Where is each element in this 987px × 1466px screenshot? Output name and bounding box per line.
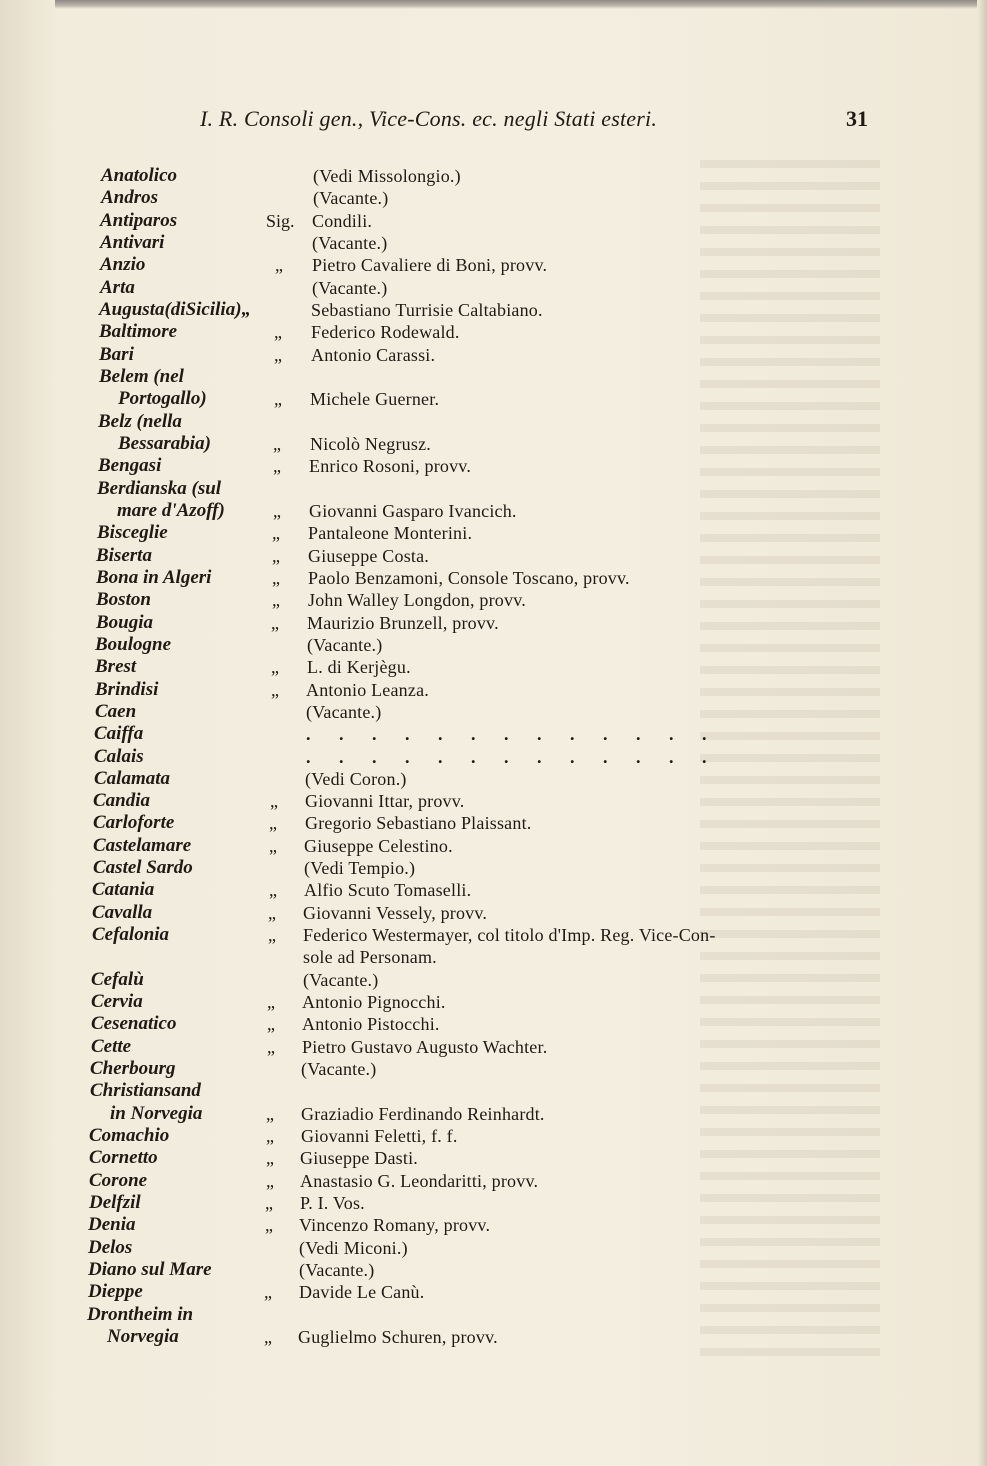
place-name: Calamata <box>94 768 171 789</box>
consul-name: Pietro Cavaliere di Boni, provv. <box>312 255 548 275</box>
ditto-mark: „ <box>264 1327 272 1347</box>
ditto-mark: „ <box>272 546 280 566</box>
place-name: Cavalla <box>92 902 153 923</box>
consul-name: (Vacante.) <box>307 635 383 655</box>
consul-name: Antonio Carassi. <box>311 345 436 365</box>
consul-name: sole ad Personam. <box>303 947 437 967</box>
place-name: Dieppe <box>88 1281 143 1302</box>
place-name: Bisceglie <box>97 522 168 543</box>
place-name: Cesenatico <box>91 1013 177 1034</box>
consul-name: Pietro Gustavo Augusto Wachter. <box>302 1037 548 1057</box>
place-name: Bengasi <box>98 455 162 476</box>
ditto-mark: „ <box>274 345 282 365</box>
place-name: Antiparos <box>100 210 178 231</box>
consul-name: Antonio Pignocchi. <box>302 992 446 1012</box>
consul-name: Antonio Leanza. <box>306 680 429 700</box>
consul-name: (Vedi Tempio.) <box>304 858 416 878</box>
consul-name: Nicolò Negrusz. <box>310 434 431 454</box>
place-name: Anzio <box>100 254 146 275</box>
place-name: Boulogne <box>95 634 172 655</box>
consul-name: Giovanni Gasparo Ivancich. <box>309 501 517 521</box>
place-name: Cervia <box>91 991 143 1012</box>
place-name: Cornetto <box>89 1147 158 1168</box>
ditto-mark: „ <box>268 925 276 945</box>
place-name: Belz (nella <box>98 411 182 432</box>
place-name: Boston <box>96 589 151 610</box>
ditto-mark: „ <box>274 389 282 409</box>
consul-name: Federico Rodewald. <box>311 322 460 342</box>
ditto-mark: „ <box>271 657 279 677</box>
place-name: Cefalonia <box>92 924 170 945</box>
place-name: Augusta(diSicilia)„ <box>99 299 252 320</box>
consul-name: Pantaleone Monterini. <box>308 523 473 543</box>
ditto-mark: „ <box>265 1215 273 1235</box>
consul-name: (Vedi Coron.) <box>305 769 407 789</box>
place-name: Brest <box>95 656 137 677</box>
place-name: Castel Sardo <box>93 857 193 878</box>
ditto-mark: „ <box>272 523 280 543</box>
place-name: Drontheim in <box>87 1304 194 1325</box>
place-name: Catania <box>92 879 155 900</box>
place-name: Bougia <box>96 612 154 633</box>
place-name: Bona in Algeri <box>96 567 212 588</box>
consul-name: Michele Guerner. <box>310 389 440 409</box>
place-name: Berdianska (sul <box>97 478 222 499</box>
ditto-mark: „ <box>266 1126 274 1146</box>
place-name: Diano sul Mare <box>88 1259 212 1280</box>
ditto-mark: „ <box>274 322 282 342</box>
ditto-mark: „ <box>269 836 277 856</box>
consul-name: Vincenzo Romany, provv. <box>299 1215 491 1235</box>
ditto-mark: „ <box>267 1014 275 1034</box>
page-number: 31 <box>846 106 868 131</box>
ditto-mark: „ <box>266 1148 274 1168</box>
place-name: Denia <box>88 1214 136 1235</box>
place-name: Antivari <box>100 232 165 253</box>
place-name: Arta <box>100 277 135 298</box>
consul-name: Maurizio Brunzell, provv. <box>307 613 499 633</box>
page-top-edge <box>55 0 987 9</box>
consul-name: Giovanni Ittar, provv. <box>305 791 465 811</box>
ditto-mark: „ <box>269 880 277 900</box>
consul-name: L. di Kerjègu. <box>307 657 411 677</box>
consul-name: Condili. <box>312 211 373 231</box>
consul-name: (Vacante.) <box>299 1260 375 1280</box>
ditto-mark: „ <box>273 434 281 454</box>
ditto-mark: „ <box>273 501 281 521</box>
running-header <box>200 106 870 140</box>
place-name: Caiffa <box>94 723 144 744</box>
ditto-mark: „ <box>271 613 279 633</box>
place-name: Andros <box>101 187 159 208</box>
consul-name: (Vacante.) <box>312 278 388 298</box>
place-name: Bari <box>99 344 134 365</box>
consul-name: Guglielmo Schuren, provv. <box>298 1327 498 1347</box>
consul-name: John Walley Longdon, provv. <box>308 590 526 610</box>
ditto-mark: „ <box>271 680 279 700</box>
consul-name: Paolo Benzamoni, Console Toscano, provv. <box>308 568 630 588</box>
consul-name: (Vacante.) <box>312 233 388 253</box>
show-through-text <box>700 160 880 1360</box>
place-name: Biserta <box>96 545 152 566</box>
consul-name: . . . . . . . . . . . . . <box>306 747 719 767</box>
consul-name: Graziadio Ferdinando Reinhardt. <box>301 1104 545 1124</box>
ditto-mark: „ <box>267 992 275 1012</box>
header-title: I. R. Consoli gen., Vice-Cons. ec. negli Stati esteri. <box>200 106 658 131</box>
ditto-mark: „ <box>269 813 277 833</box>
place-name: Brindisi <box>95 679 159 700</box>
consul-name: (Vedi Missolongio.) <box>313 166 461 186</box>
consul-name: P. I. Vos. <box>300 1193 365 1213</box>
consul-name: Anastasio G. Leondaritti, provv. <box>300 1171 539 1191</box>
consul-name: (Vacante.) <box>301 1059 377 1079</box>
place-name: Baltimore <box>99 321 178 342</box>
ditto-mark: „ <box>273 456 281 476</box>
consul-name: Alfio Scuto Tomaselli. <box>304 880 472 900</box>
consul-name: Sebastiano Turrisie Caltabiano. <box>311 300 543 320</box>
place-name: Belem (nel <box>99 366 184 387</box>
consul-name: Gregorio Sebastiano Plaissant. <box>305 813 532 833</box>
ditto-mark: „ <box>266 1104 274 1124</box>
page-right-edge <box>977 0 987 1466</box>
consul-name: (Vacante.) <box>313 188 389 208</box>
place-name: Carloforte <box>93 812 175 833</box>
place-name: Corone <box>89 1170 148 1191</box>
place-name: Castelamare <box>93 835 192 856</box>
ditto-mark: „ <box>267 1037 275 1057</box>
consul-name: Giuseppe Celestino. <box>304 836 453 856</box>
ditto-mark: „ <box>272 568 280 588</box>
ditto-mark: „ <box>265 1193 273 1213</box>
place-name: Comachio <box>89 1125 170 1146</box>
consul-name: (Vacante.) <box>306 702 382 722</box>
place-name: Cefalù <box>91 969 144 990</box>
consul-name: Federico Westermayer, col titolo d'Imp. Reg. Vice-Con- <box>303 925 716 945</box>
consul-name: (Vacante.) <box>303 970 379 990</box>
place-name: Portogallo) <box>118 388 207 409</box>
place-name: Candia <box>93 790 151 811</box>
consul-name: Davide Le Canù. <box>299 1282 425 1302</box>
place-name: Anatolico <box>101 165 178 186</box>
ditto-mark: Sig. <box>266 211 295 231</box>
place-name: Christiansand <box>90 1080 201 1101</box>
consul-name: Enrico Rosoni, provv. <box>309 456 472 476</box>
place-name: Caen <box>95 701 137 722</box>
place-name: Cette <box>91 1036 132 1057</box>
consul-name: . . . . . . . . . . . . . <box>306 724 719 744</box>
place-name: Norvegia <box>107 1326 179 1347</box>
place-name: Delfzil <box>89 1192 141 1213</box>
place-name: Delos <box>88 1237 133 1258</box>
consul-name: Giuseppe Dasti. <box>300 1148 418 1168</box>
consul-name: (Vedi Miconi.) <box>299 1238 408 1258</box>
ditto-mark: „ <box>272 590 280 610</box>
consul-name: Giovanni Feletti, f. f. <box>301 1126 458 1146</box>
consul-name: Giovanni Vessely, provv. <box>303 903 488 923</box>
place-name: Cherbourg <box>90 1058 176 1079</box>
consul-name: Antonio Pistocchi. <box>302 1014 440 1034</box>
place-name: Bessarabia) <box>118 433 211 454</box>
ditto-mark: „ <box>266 1171 274 1191</box>
place-name: mare d'Azoff) <box>117 500 225 521</box>
ditto-mark: „ <box>268 903 276 923</box>
ditto-mark: „ <box>275 255 283 275</box>
ditto-mark: „ <box>264 1282 272 1302</box>
place-name: in Norvegia <box>110 1103 203 1124</box>
place-name: Calais <box>94 746 144 767</box>
consul-name: Giuseppe Costa. <box>308 546 429 566</box>
ditto-mark: „ <box>270 791 278 811</box>
